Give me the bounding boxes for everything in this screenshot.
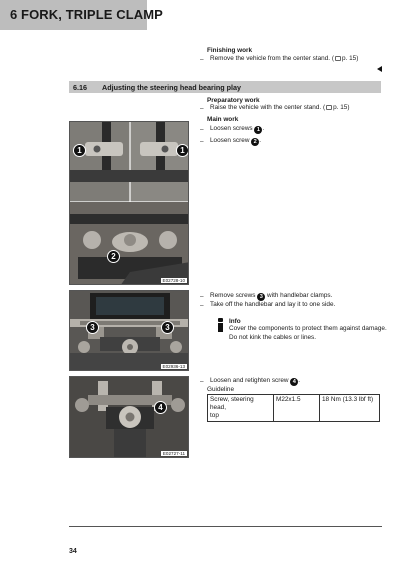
- info-line-1: Cover the components to protect them against damage.: [229, 325, 387, 332]
- figure-3-image: [70, 377, 189, 458]
- table-row: [208, 395, 380, 422]
- finishing-work-heading: Finishing work: [207, 47, 253, 54]
- page-ref-icon: [326, 105, 332, 110]
- guideline-label: Guideline: [207, 386, 235, 393]
- figure-steering-head-top: [69, 121, 189, 285]
- callout-marker-2: 2: [251, 138, 259, 146]
- callout-marker-1: 1: [254, 126, 262, 134]
- figure-marker-3-left: 3: [86, 321, 99, 334]
- step-retighten-screw: Loosen and retighten screw 4 .: [210, 377, 301, 385]
- step1-text: Loosen screws: [210, 125, 253, 132]
- step3-text-before: Remove screws: [210, 292, 256, 299]
- step2-text: Loosen screw: [210, 137, 250, 144]
- spec-torque-cell: 18 Nm (13.3 lbf ft): [320, 395, 380, 422]
- chapter-title: 6 FORK, TRIPLE CLAMP: [10, 7, 163, 22]
- preparatory-step-ref: p. 15: [333, 104, 348, 111]
- spec-item-line-2: top: [210, 412, 219, 419]
- figure-marker-1-right: 1: [176, 144, 189, 157]
- chapter-tab: [0, 0, 163, 30]
- continue-arrow-icon: [377, 66, 382, 72]
- step-remove-screws: [210, 292, 332, 301]
- finishing-work-step: Remove the vehicle from the center stand. ( p. 15): [210, 55, 359, 62]
- spec-thread-cell: M22x1.5: [274, 395, 320, 422]
- figure-marker-1-left: 1: [73, 144, 86, 157]
- finishing-step-text: Remove the vehicle from the center stand.: [210, 55, 331, 62]
- info-heading: Info: [229, 318, 241, 325]
- dash-marker: –: [200, 56, 204, 63]
- callout-marker-3: 3: [257, 293, 265, 301]
- main-work-heading: Main work: [207, 116, 239, 123]
- step3-text-after: with handlebar clamps.: [267, 292, 333, 299]
- preparatory-work-heading: Preparatory work: [207, 97, 260, 104]
- footer-divider: [69, 526, 382, 527]
- callout-marker-4: 4: [290, 378, 298, 386]
- figure-1-image: [70, 122, 189, 285]
- torque-spec-table: [207, 394, 380, 422]
- figure-code: E02728-10: [162, 278, 185, 283]
- step-take-off-handlebar: Take off the handlebar and lay it to one side.: [210, 301, 336, 308]
- dash-marker: –: [200, 138, 204, 145]
- figure-handlebar-clamps: [69, 290, 189, 371]
- dash-marker: –: [200, 378, 204, 385]
- figure-steering-head-screw: [69, 376, 189, 458]
- figure-code: E02936-13: [162, 364, 185, 369]
- section-title: Adjusting the steering head bearing play: [102, 83, 241, 92]
- info-line-2: Do not kink the cables or lines.: [229, 334, 317, 341]
- page-ref-icon: [335, 56, 341, 61]
- dash-marker: –: [200, 293, 204, 300]
- dash-marker: –: [200, 126, 204, 133]
- spec-item-cell: [208, 395, 274, 422]
- section-number: 6.16: [73, 83, 87, 92]
- step-loosen-screws-1: Loosen screws 1 .: [210, 125, 265, 133]
- figure-code: E02727-11: [162, 451, 185, 456]
- info-icon: [216, 318, 225, 332]
- page-number: 34: [69, 548, 77, 555]
- figure-marker-2: 2: [107, 250, 120, 263]
- step5-text: Loosen and retighten screw: [210, 377, 289, 384]
- step-loosen-screw-2: Loosen screw 2 .: [210, 137, 261, 145]
- finishing-step-ref: p. 15: [341, 55, 357, 62]
- section-header: [69, 81, 381, 93]
- preparatory-step-text: Raise the vehicle with the center stand.: [210, 104, 322, 111]
- dash-marker: –: [200, 302, 204, 309]
- dash-marker: –: [200, 105, 204, 112]
- preparatory-work-step: Raise the vehicle with the center stand. ( p. 15): [210, 104, 350, 111]
- figure-marker-3-right: 3: [161, 321, 174, 334]
- spec-item-line-1: Screw, steering head,: [210, 396, 254, 411]
- figure-marker-4: 4: [154, 401, 167, 414]
